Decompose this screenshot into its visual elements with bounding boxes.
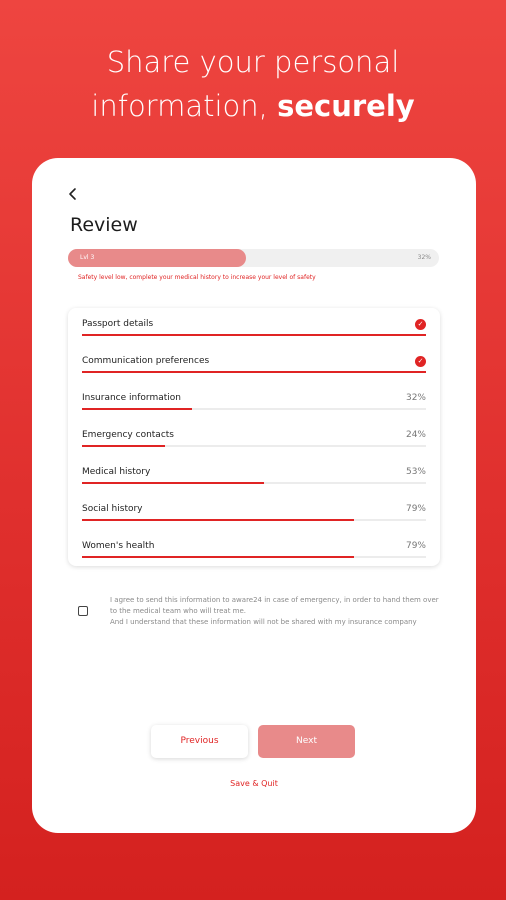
review-section-item[interactable] [82,422,426,459]
consent-text-line-1: I agree to send this information to aware24 in case of emergency, in order to hand them over to the medical team who will treat me. [110,596,439,615]
review-section-percent: 79% [405,504,426,514]
review-section-progress-fill [82,334,426,336]
headline-line-2 [0,84,506,128]
check-circle-icon: ✓ [415,319,426,330]
page-title: Review [70,214,138,236]
review-section-progress-track [82,371,426,373]
review-section-label: Medical history [82,467,151,477]
review-section-label: Emergency contacts [82,430,174,440]
review-section-label: Communication preferences [82,356,210,366]
safety-level-label: Lvl 3 [80,254,95,261]
review-section-progress-fill [82,556,354,558]
review-section-label: Social history [82,504,143,514]
safety-progress-fill [68,249,246,267]
review-section-item[interactable] [82,385,426,422]
review-section-label: Women's health [82,541,155,551]
review-section-progress-track [82,334,426,336]
save-and-quit-link[interactable]: Save & Quit [230,779,278,788]
safety-progress-percent: 32% [417,254,431,261]
review-section-label: Passport details [82,319,154,329]
back-button[interactable] [68,184,88,204]
headline [0,40,506,128]
review-section-percent: 53% [405,467,426,477]
review-section-progress-track [82,556,426,558]
safety-progress-bar [68,249,439,267]
review-section-progress-fill [82,519,354,521]
review-section-progress-fill [82,482,264,484]
consent-text [110,595,440,628]
headline-line-2-bold: securely [277,89,415,123]
review-section-progress-track [82,519,426,521]
review-section-item[interactable] [82,533,426,570]
review-section-progress-track [82,482,426,484]
review-card [32,158,476,833]
review-section-item[interactable] [82,311,426,348]
review-section-progress-track [82,408,426,410]
review-section-percent: 79% [405,541,426,551]
consent-text-line-2: And I understand that these information will not be shared with my insurance company [110,618,417,626]
review-section-progress-track [82,445,426,447]
review-sections-list [68,308,440,566]
chevron-left-icon [68,187,78,201]
review-section-item[interactable] [82,348,426,385]
review-section-progress-fill [82,371,426,373]
review-section-label: Insurance information [82,393,181,403]
headline-line-1: Share your personal [106,45,400,79]
safety-warning-text: Safety level low, complete your medical history to increase your level of safety [78,274,316,281]
consent-checkbox[interactable] [78,606,88,616]
review-section-item[interactable] [82,496,426,533]
review-section-percent: 24% [405,430,426,440]
review-section-progress-fill [82,408,192,410]
headline-line-2-prefix: information, [91,89,268,123]
review-section-percent: 32% [405,393,426,403]
check-circle-icon: ✓ [415,356,426,367]
review-section-item[interactable] [82,459,426,496]
next-button[interactable]: Next [258,725,355,758]
previous-button[interactable]: Previous [151,725,248,758]
review-section-progress-fill [82,445,165,447]
